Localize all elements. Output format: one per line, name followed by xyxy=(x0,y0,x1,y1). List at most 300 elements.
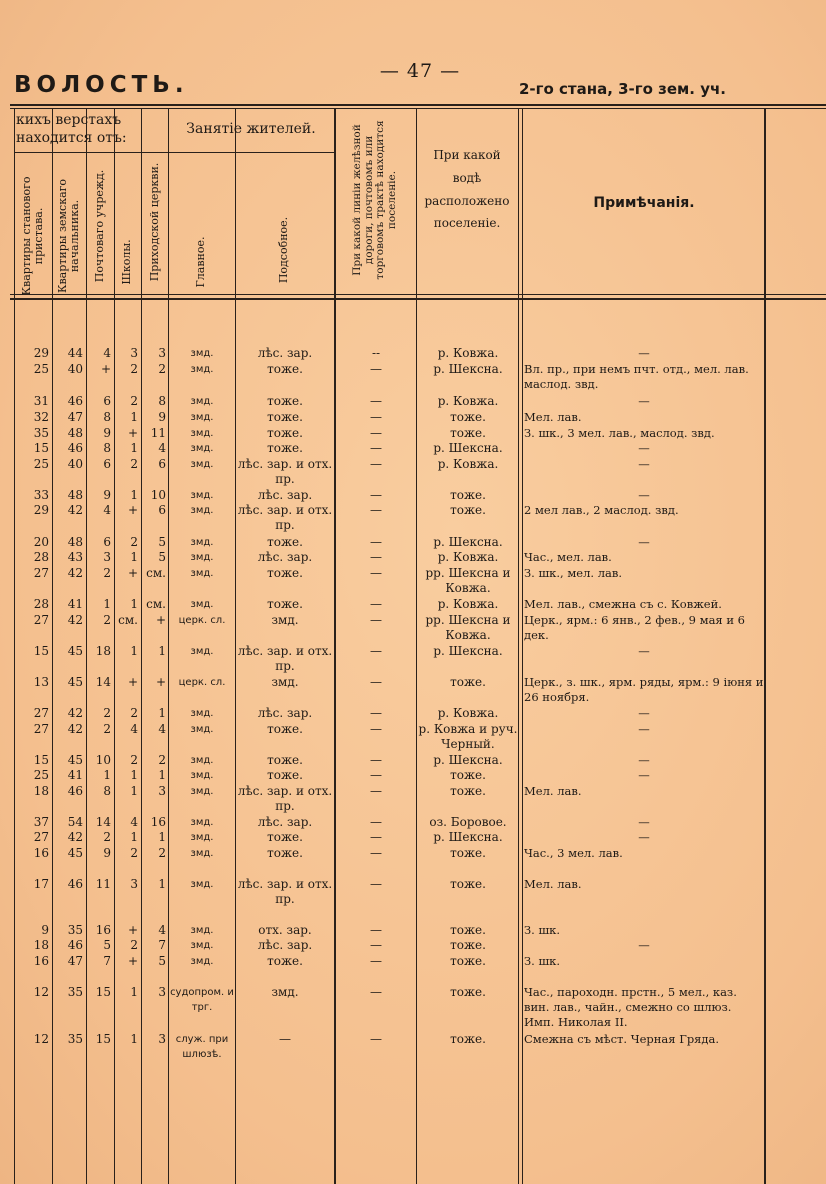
table-cell-main: змд. xyxy=(190,817,214,828)
table-cell-main: змд. xyxy=(190,599,214,610)
table-cell-c: 6 xyxy=(103,535,111,549)
table-cell-note: — xyxy=(638,441,650,455)
table-cell-main: змд. xyxy=(190,537,214,548)
table-cell-b: 48 xyxy=(67,426,83,440)
table-cell-b: 41 xyxy=(67,768,83,782)
table-cell-a: 31 xyxy=(33,394,49,408)
aux-occupation-header: Подсобное. xyxy=(276,216,290,284)
table-cell-b: 40 xyxy=(67,457,83,471)
table-cell-water: тоже. xyxy=(450,410,486,424)
table-cell-main: змд. xyxy=(190,832,214,843)
table-cell-aux: лѣс. зар. xyxy=(257,938,313,952)
table-cell-e: 1 xyxy=(158,768,166,782)
occupation-subrule xyxy=(168,152,334,153)
table-cell-rail: — xyxy=(370,488,382,502)
water-header: При какой водѣ расположено поселеніе. xyxy=(424,148,510,231)
top-rule xyxy=(10,104,826,106)
table-cell-water: тоже. xyxy=(450,985,486,999)
table-cell-e: 1 xyxy=(158,706,166,720)
table-cell-note: Церк., з. шк., ярм. ряды, ярм.: 9 іюня и 26 ноября. xyxy=(524,675,764,704)
table-cell-aux: тоже. xyxy=(267,426,303,440)
table-cell-note: — xyxy=(638,815,650,829)
table-cell-water: рр. Шексна и Ковжа. xyxy=(425,566,511,595)
table-cell-rail: — xyxy=(370,938,382,952)
table-cell-e: 2 xyxy=(158,362,166,376)
table-cell-note: — xyxy=(638,753,650,767)
table-cell-c: 18 xyxy=(95,644,111,658)
table-cell-e: 5 xyxy=(158,954,166,968)
table-cell-main: змд. xyxy=(190,925,214,936)
table-cell-d: 1 xyxy=(130,441,138,455)
table-cell-water: тоже. xyxy=(450,846,486,860)
table-cell-water: тоже. xyxy=(450,923,486,937)
table-cell-e: 1 xyxy=(158,877,166,891)
table-cell-rail: — xyxy=(370,815,382,829)
table-cell-rail: — xyxy=(370,830,382,844)
table-cell-note: — xyxy=(638,644,650,658)
table-cell-c: 5 xyxy=(103,938,111,952)
table-cell-d: 2 xyxy=(130,938,138,952)
table-cell-e: 2 xyxy=(158,846,166,860)
table-cell-b: 54 xyxy=(67,815,83,829)
table-cell-note: Вл. пр., при немъ пчт. отд., мел. лав. маслод. звд. xyxy=(524,362,749,391)
table-cell-water: р. Шексна. xyxy=(433,644,503,658)
table-cell-e: 4 xyxy=(158,722,166,736)
table-cell-note: — xyxy=(638,768,650,782)
table-cell-b: 42 xyxy=(67,830,83,844)
table-cell-e: 5 xyxy=(158,535,166,549)
table-cell-c: 10 xyxy=(95,753,111,767)
table-cell-c: 2 xyxy=(103,566,111,580)
table-cell-main: церк. сл. xyxy=(178,677,226,688)
table-cell-main: змд. xyxy=(190,724,214,735)
table-cell-d: 4 xyxy=(130,722,138,736)
table-cell-b: 35 xyxy=(67,1032,83,1046)
table-cell-b: 35 xyxy=(67,985,83,999)
table-cell-water: тоже. xyxy=(450,1032,486,1046)
table-cell-note: Час., пароходн. прстн., 5 мел., каз. вин. лав., чайн., смежно со шлюз. Имп. Николая II. xyxy=(524,985,737,1029)
table-cell-aux: лѣс. зар. и отх. пр. xyxy=(237,877,333,906)
table-cell-a: 25 xyxy=(33,362,49,376)
table-cell-rail: — xyxy=(370,566,382,580)
table-cell-note: Час., 3 мел. лав. xyxy=(524,846,623,860)
table-cell-b: 47 xyxy=(67,954,83,968)
table-cell-main: змд. xyxy=(190,755,214,766)
table-cell-a: 33 xyxy=(33,488,49,502)
table-cell-aux: тоже. xyxy=(267,753,303,767)
table-cell-c: 2 xyxy=(103,830,111,844)
table-cell-b: 45 xyxy=(67,753,83,767)
table-cell-main: церк. сл. xyxy=(178,615,226,626)
table-cell-main: змд. xyxy=(190,879,214,890)
table-cell-d: 2 xyxy=(130,535,138,549)
table-cell-c: 9 xyxy=(103,488,111,502)
table-cell-main: змд. xyxy=(190,940,214,951)
table-cell-a: 20 xyxy=(33,535,49,549)
table-cell-c: 9 xyxy=(103,846,111,860)
table-cell-d: 2 xyxy=(130,394,138,408)
table-cell-a: 28 xyxy=(33,597,49,611)
table-cell-d: 2 xyxy=(130,362,138,376)
table-cell-d: 1 xyxy=(130,410,138,424)
table-cell-water: р. Ковжа и руч. Черный. xyxy=(418,722,518,751)
table-cell-rail: — xyxy=(370,753,382,767)
table-cell-aux: лѣс. зар. xyxy=(257,346,313,360)
table-cell-water: тоже. xyxy=(450,675,486,689)
col-divider xyxy=(168,108,169,1184)
table-cell-c: 9 xyxy=(103,426,111,440)
table-cell-a: 17 xyxy=(33,877,49,891)
table-cell-main: змд. xyxy=(190,396,214,407)
table-cell-main: судопром. и трг. xyxy=(170,987,234,1013)
table-cell-a: 12 xyxy=(33,1032,49,1046)
table-cell-main: змд. xyxy=(190,364,214,375)
table-cell-main: змд. xyxy=(190,568,214,579)
table-cell-main: змд. xyxy=(190,552,214,563)
table-cell-b: 35 xyxy=(67,923,83,937)
table-cell-note: Мел. лав. xyxy=(524,784,582,798)
table-cell-e: 2 xyxy=(158,753,166,767)
table-cell-a: 13 xyxy=(33,675,49,689)
table-cell-rail: — xyxy=(370,846,382,860)
col-divider xyxy=(522,108,523,1184)
table-cell-d: 2 xyxy=(130,457,138,471)
table-cell-note: З. шк. xyxy=(524,923,561,937)
table-cell-a: 16 xyxy=(33,954,49,968)
table-cell-e: + xyxy=(155,675,166,689)
table-cell-water: рр. Шексна и Ковжа. xyxy=(425,613,511,642)
table-cell-aux: тоже. xyxy=(267,597,303,611)
table-cell-water: тоже. xyxy=(450,938,486,952)
table-cell-b: 42 xyxy=(67,722,83,736)
table-cell-main: служ. при шлюзѣ. xyxy=(175,1034,229,1060)
table-cell-water: тоже. xyxy=(450,784,486,798)
table-cell-main: змд. xyxy=(190,848,214,859)
table-cell-e: 6 xyxy=(158,503,166,517)
table-cell-note: З. шк., 3 мел. лав., маслод. звд. xyxy=(524,426,715,440)
table-cell-a: 18 xyxy=(33,938,49,952)
table-cell-c: 16 xyxy=(95,923,111,937)
table-cell-rail: — xyxy=(370,394,382,408)
table-cell-water: р. Ковжа. xyxy=(437,597,499,611)
table-cell-c: 6 xyxy=(103,394,111,408)
rail-header: При какой линіи желѣзной дороги, почтовомъ или торговомъ трактѣ находится поселеніе. xyxy=(350,120,398,280)
table-cell-d: 1 xyxy=(130,597,138,611)
table-cell-aux: лѣс. зар. и отх. пр. xyxy=(237,644,333,673)
table-cell-rail: — xyxy=(370,441,382,455)
table-cell-a: 27 xyxy=(33,722,49,736)
table-cell-main: змд. xyxy=(190,443,214,454)
table-cell-aux: лѣс. зар. и отх. пр. xyxy=(237,503,333,532)
table-cell-main: змд. xyxy=(190,956,214,967)
table-cell-e: 3 xyxy=(158,784,166,798)
table-cell-c: 14 xyxy=(95,815,111,829)
table-cell-d: + xyxy=(127,675,138,689)
table-cell-a: 18 xyxy=(33,784,49,798)
page-number: — 47 — xyxy=(379,60,461,82)
col-divider xyxy=(518,108,519,1184)
table-cell-e: 3 xyxy=(158,346,166,360)
table-cell-a: 25 xyxy=(33,768,49,782)
table-cell-a: 16 xyxy=(33,846,49,860)
distance-subrule xyxy=(14,152,168,153)
table-cell-e: см. xyxy=(146,597,166,611)
table-cell-rail: — xyxy=(370,706,382,720)
table-cell-c: 1 xyxy=(103,768,111,782)
header-bottom-rule xyxy=(10,294,826,295)
table-cell-e: 7 xyxy=(158,938,166,952)
table-cell-main: змд. xyxy=(190,505,214,516)
table-cell-b: 42 xyxy=(67,503,83,517)
table-cell-d: 2 xyxy=(130,706,138,720)
table-cell-rail: — xyxy=(370,768,382,782)
table-cell-main: змд. xyxy=(190,646,214,657)
table-cell-aux: лѣс. зар. xyxy=(257,815,313,829)
page-subtitle: 2-го стана, 3-го зем. уч. xyxy=(518,80,726,98)
table-cell-note: — xyxy=(638,488,650,502)
table-cell-note: — xyxy=(638,938,650,952)
main-occupation-header: Главное. xyxy=(193,236,207,288)
table-cell-a: 28 xyxy=(33,550,49,564)
table-cell-main: змд. xyxy=(190,459,214,470)
table-cell-d: 3 xyxy=(130,877,138,891)
top-rule-thin xyxy=(10,108,826,109)
table-cell-aux: лѣс. зар. и отх. пр. xyxy=(237,457,333,486)
table-cell-note: — xyxy=(638,394,650,408)
table-cell-e: 5 xyxy=(158,550,166,564)
post-header: Почтоваго учрежд. xyxy=(92,169,106,283)
table-cell-note: Церк., ярм.: 6 янв., 2 фев., 9 мая и 6 дек. xyxy=(524,613,745,642)
table-cell-d: 3 xyxy=(130,346,138,360)
table-cell-water: тоже. xyxy=(450,503,486,517)
table-cell-note: — xyxy=(638,457,650,471)
table-cell-aux: лѣс. зар. xyxy=(257,488,313,502)
table-cell-e: + xyxy=(155,613,166,627)
table-cell-water: р. Ковжа. xyxy=(437,706,499,720)
table-cell-d: 1 xyxy=(130,784,138,798)
table-cell-c: 8 xyxy=(103,410,111,424)
table-cell-d: 1 xyxy=(130,768,138,782)
table-cell-water: тоже. xyxy=(450,426,486,440)
table-cell-d: 2 xyxy=(130,753,138,767)
table-cell-water: р. Ковжа. xyxy=(437,457,499,471)
table-cell-b: 47 xyxy=(67,410,83,424)
table-cell-b: 46 xyxy=(67,441,83,455)
table-cell-note: Мел. лав. xyxy=(524,410,582,424)
table-cell-main: змд. xyxy=(190,770,214,781)
table-cell-b: 46 xyxy=(67,394,83,408)
table-cell-c: 1 xyxy=(103,597,111,611)
table-cell-c: 15 xyxy=(95,1032,111,1046)
col-divider xyxy=(235,108,236,1184)
table-cell-main: змд. xyxy=(190,708,214,719)
table-cell-a: 29 xyxy=(33,346,49,360)
table-cell-c: + xyxy=(100,362,111,376)
distance-group-header: кихъ верстахъ находится отъ: xyxy=(16,112,127,146)
table-cell-b: 46 xyxy=(67,938,83,952)
table-cell-c: 11 xyxy=(95,877,111,891)
table-cell-a: 35 xyxy=(33,426,49,440)
table-cell-b: 45 xyxy=(67,644,83,658)
table-cell-b: 45 xyxy=(67,675,83,689)
table-cell-e: 1 xyxy=(158,644,166,658)
table-cell-c: 15 xyxy=(95,985,111,999)
table-cell-rail: — xyxy=(370,535,382,549)
table-cell-aux: лѣс. зар. xyxy=(257,706,313,720)
table-cell-aux: тоже. xyxy=(267,441,303,455)
table-cell-c: 2 xyxy=(103,613,111,627)
table-cell-c: 3 xyxy=(103,550,111,564)
table-cell-b: 48 xyxy=(67,488,83,502)
table-cell-a: 25 xyxy=(33,457,49,471)
table-cell-b: 40 xyxy=(67,362,83,376)
table-cell-b: 42 xyxy=(67,566,83,580)
table-cell-rail: — xyxy=(370,985,382,999)
table-cell-note: — xyxy=(638,830,650,844)
table-cell-water: р. Шексна. xyxy=(433,753,503,767)
table-cell-rail: — xyxy=(370,1032,382,1046)
table-cell-aux: — xyxy=(279,1032,291,1046)
table-cell-c: 7 xyxy=(103,954,111,968)
table-cell-d: 1 xyxy=(130,488,138,502)
table-cell-water: р. Ковжа. xyxy=(437,346,499,360)
table-cell-e: 9 xyxy=(158,410,166,424)
table-cell-aux: тоже. xyxy=(267,394,303,408)
table-cell-e: 4 xyxy=(158,441,166,455)
table-cell-aux: тоже. xyxy=(267,954,303,968)
table-cell-rail: — xyxy=(370,722,382,736)
table-cell-rail: — xyxy=(370,503,382,517)
table-cell-d: + xyxy=(127,566,138,580)
table-cell-a: 32 xyxy=(33,410,49,424)
table-cell-d: 1 xyxy=(130,985,138,999)
table-cell-c: 2 xyxy=(103,706,111,720)
table-cell-c: 6 xyxy=(103,457,111,471)
table-cell-a: 15 xyxy=(33,441,49,455)
table-cell-d: 1 xyxy=(130,830,138,844)
table-cell-a: 27 xyxy=(33,566,49,580)
table-cell-water: тоже. xyxy=(450,768,486,782)
table-cell-note: Час., мел. лав. xyxy=(524,550,612,564)
table-cell-d: 1 xyxy=(130,644,138,658)
table-cell-b: 46 xyxy=(67,784,83,798)
table-cell-note: З. шк. xyxy=(524,954,561,968)
table-cell-a: 12 xyxy=(33,985,49,999)
table-cell-rail: — xyxy=(370,644,382,658)
table-cell-rail: — xyxy=(370,923,382,937)
table-cell-note: — xyxy=(638,535,650,549)
zemsky-header: Квартиры земскаго начальника. xyxy=(55,178,81,294)
table-cell-note: 2 мел лав., 2 маслод. звд. xyxy=(524,503,679,517)
table-cell-a: 15 xyxy=(33,753,49,767)
table-cell-aux: змд. xyxy=(271,985,299,999)
table-cell-c: 4 xyxy=(103,346,111,360)
table-cell-a: 27 xyxy=(33,830,49,844)
table-cell-aux: тоже. xyxy=(267,362,303,376)
table-cell-aux: лѣс. зар. xyxy=(257,550,313,564)
table-cell-a: 29 xyxy=(33,503,49,517)
table-cell-aux: тоже. xyxy=(267,830,303,844)
table-cell-note: З. шк., мел. лав. xyxy=(524,566,622,580)
page-title: ВОЛОСТЬ. xyxy=(14,72,189,98)
table-cell-d: + xyxy=(127,923,138,937)
table-cell-aux: отх. зар. xyxy=(258,923,312,937)
table-cell-a: 27 xyxy=(33,706,49,720)
table-cell-aux: тоже. xyxy=(267,846,303,860)
table-cell-note: — xyxy=(638,722,650,736)
col-divider xyxy=(416,108,417,1184)
table-cell-b: 41 xyxy=(67,597,83,611)
table-cell-main: змд. xyxy=(190,428,214,439)
table-cell-note: Смежна съ мѣст. Черная Гряда. xyxy=(524,1032,720,1046)
table-cell-rail: — xyxy=(370,954,382,968)
table-cell-water: р. Ковжа. xyxy=(437,394,499,408)
table-cell-e: 6 xyxy=(158,457,166,471)
table-cell-note: Мел. лав. xyxy=(524,877,582,891)
table-cell-d: + xyxy=(127,503,138,517)
table-cell-c: 8 xyxy=(103,784,111,798)
table-cell-b: 42 xyxy=(67,706,83,720)
table-cell-main: змд. xyxy=(190,786,214,797)
table-cell-e: 4 xyxy=(158,923,166,937)
table-cell-b: 43 xyxy=(67,550,83,564)
table-cell-water: тоже. xyxy=(450,488,486,502)
table-cell-b: 44 xyxy=(67,346,83,360)
table-cell-rail: — xyxy=(370,784,382,798)
table-cell-c: 8 xyxy=(103,441,111,455)
table-cell-main: змд. xyxy=(190,490,214,501)
table-cell-d: 2 xyxy=(130,846,138,860)
occupation-group-header: Занятіе жителей. xyxy=(186,121,316,137)
table-cell-e: 1 xyxy=(158,830,166,844)
table-cell-note: — xyxy=(638,706,650,720)
table-cell-aux: змд. xyxy=(271,613,299,627)
table-cell-rail: -- xyxy=(371,346,381,360)
table-cell-b: 42 xyxy=(67,613,83,627)
table-cell-note: — xyxy=(638,346,650,360)
stan-header: Квартиры станового пристава. xyxy=(19,176,45,296)
table-cell-e: 16 xyxy=(150,815,166,829)
table-cell-aux: тоже. xyxy=(267,410,303,424)
table-cell-rail: — xyxy=(370,550,382,564)
table-cell-rail: — xyxy=(370,426,382,440)
table-cell-rail: — xyxy=(370,457,382,471)
table-cell-water: р. Ковжа. xyxy=(437,550,499,564)
table-cell-b: 45 xyxy=(67,846,83,860)
table-cell-rail: — xyxy=(370,410,382,424)
table-cell-water: р. Шексна. xyxy=(433,362,503,376)
table-cell-water: р. Шексна. xyxy=(433,535,503,549)
table-cell-e: 3 xyxy=(158,1032,166,1046)
table-cell-rail: — xyxy=(370,877,382,891)
table-cell-rail: — xyxy=(370,597,382,611)
table-cell-water: р. Шексна. xyxy=(433,830,503,844)
table-cell-rail: — xyxy=(370,675,382,689)
table-cell-d: + xyxy=(127,426,138,440)
table-cell-c: 2 xyxy=(103,722,111,736)
table-cell-aux: тоже. xyxy=(267,768,303,782)
table-cell-e: 11 xyxy=(150,426,166,440)
table-cell-main: змд. xyxy=(190,412,214,423)
table-cell-aux: тоже. xyxy=(267,566,303,580)
table-cell-c: 14 xyxy=(95,675,111,689)
table-cell-aux: лѣс. зар. и отх. пр. xyxy=(237,784,333,813)
table-cell-aux: тоже. xyxy=(267,722,303,736)
table-cell-aux: змд. xyxy=(271,675,299,689)
table-cell-aux: тоже. xyxy=(267,535,303,549)
table-cell-b: 46 xyxy=(67,877,83,891)
table-cell-d: 1 xyxy=(130,1032,138,1046)
